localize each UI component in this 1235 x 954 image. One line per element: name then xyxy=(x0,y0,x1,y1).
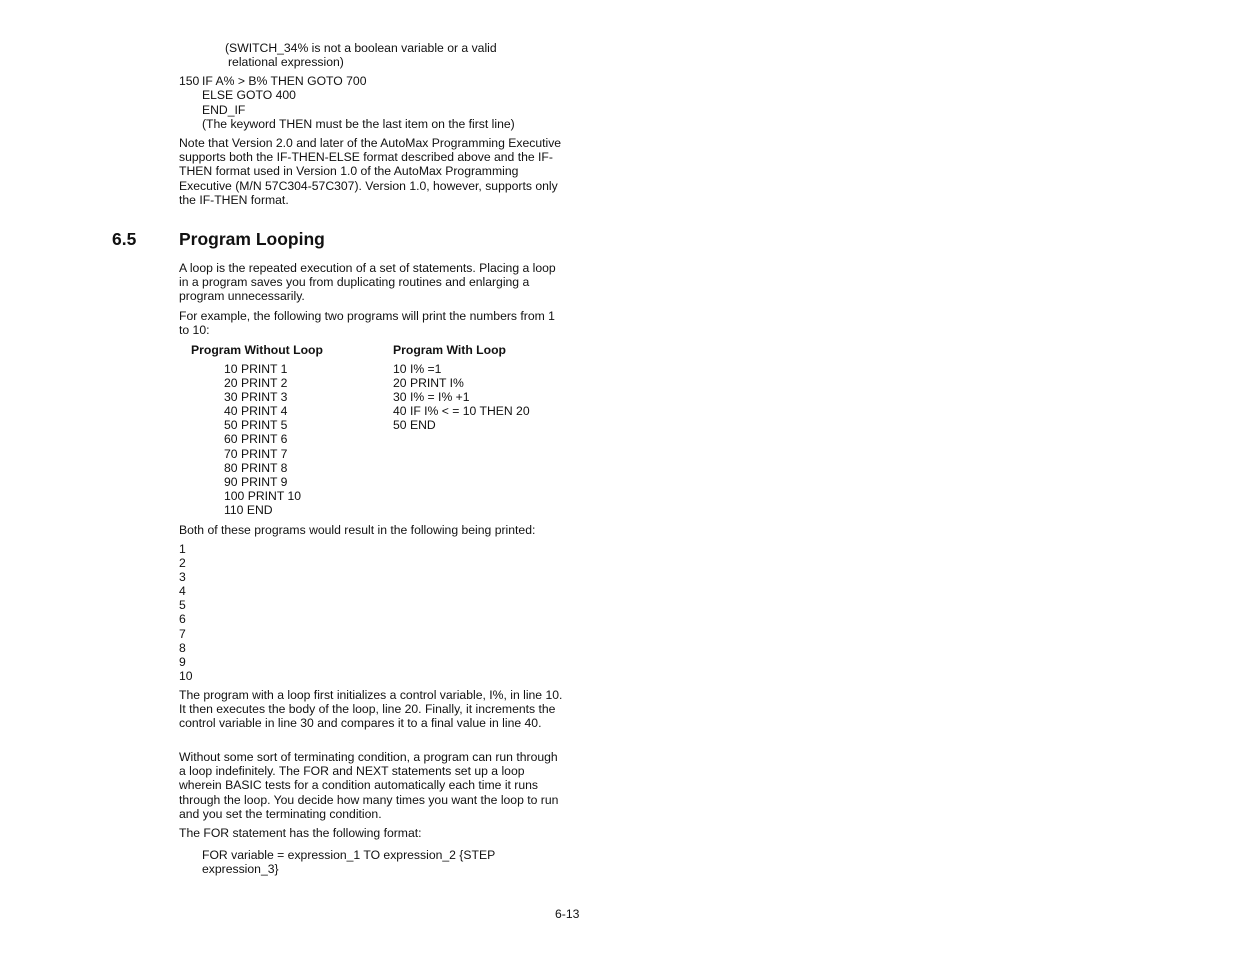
output-number: 2 xyxy=(179,556,186,571)
intro-paragraph: A loop is the repeated execution of a set of statements. Placing a loop in a program saves you from duplicating routines and enlarging a program unnecessarily. xyxy=(179,261,556,304)
code-line: 70 PRINT 7 xyxy=(224,446,288,461)
output-number: 8 xyxy=(179,640,186,655)
code-line: 20 PRINT I% xyxy=(393,376,464,391)
loop-explanation-paragraph: The program with a loop first initializes a control variable, I%, in line 10. It then executes the body of the loop, line 20. Finally, it increments the control variable in line 30 and compares it to a final value in line 40. xyxy=(179,688,563,731)
code-line: 20 PRINT 2 xyxy=(224,376,288,391)
example-intro-paragraph: For example, the following two programs will print the numbers from 1 to 10: xyxy=(179,309,555,338)
code-line: 10 I% =1 xyxy=(393,362,442,376)
section-title: Program Looping xyxy=(179,229,325,249)
output-number: 10 xyxy=(179,668,193,683)
code-line: 80 PRINT 8 xyxy=(224,460,288,475)
output-number: 5 xyxy=(179,598,186,613)
output-number: 7 xyxy=(179,626,186,641)
page-number: 6-13 xyxy=(555,907,580,921)
output-number: 6 xyxy=(179,612,186,627)
switch-note-line-2: relational expression) xyxy=(228,55,344,69)
printed-output-list xyxy=(179,542,193,683)
output-number: 1 xyxy=(179,542,186,556)
code-line-if: IF A% > B% THEN GOTO 700 xyxy=(202,74,367,88)
for-syntax-line-1: FOR variable = expression_1 TO expression_2 {STEP xyxy=(202,848,496,862)
with-loop-header: Program With Loop xyxy=(393,343,506,357)
result-intro: Both of these programs would result in the following being printed: xyxy=(179,523,536,537)
without-loop-header: Program Without Loop xyxy=(191,343,323,357)
program-with-loop-listing xyxy=(393,362,530,432)
code-line: 50 PRINT 5 xyxy=(224,418,288,433)
code-line: 50 END xyxy=(393,418,436,433)
section-number: 6.5 xyxy=(112,229,137,249)
terminating-condition-paragraph: Without some sort of terminating condition, a program can run through a loop indefinitely. The FOR and NEXT statements set up a loop wherein BASIC tests for a condition automatically each time it runs through the loop. You decide how many times you want the loop to run and you set the terminating condition. xyxy=(179,750,559,821)
code-line: 40 PRINT 4 xyxy=(224,404,288,419)
code-line: 30 I% = I% +1 xyxy=(393,390,470,405)
program-without-loop-listing xyxy=(224,362,301,517)
code-line: 40 IF I% < = 10 THEN 20 xyxy=(393,404,530,419)
code-line: 10 PRINT 1 xyxy=(224,362,288,376)
output-number: 9 xyxy=(179,654,186,669)
for-syntax-line-2: expression_3} xyxy=(202,862,279,876)
version-note-paragraph: Note that Version 2.0 and later of the AutoMax Programming Executive supports both the IF-THEN-ELSE format described above and the IF-THEN format used in Version 1.0 of the AutoMax Programming Executive (M/N 57C304-57C307). Version 1.0, however, supports only the IF-THEN format. xyxy=(179,136,562,207)
code-line: 100 PRINT 10 xyxy=(224,488,302,503)
line-number-150: 150 xyxy=(179,74,200,88)
code-note-then: (The keyword THEN must be the last item on the first line) xyxy=(202,117,515,131)
code-line: 90 PRINT 9 xyxy=(224,474,288,489)
code-line: 30 PRINT 3 xyxy=(224,390,288,405)
code-line-endif: END_IF xyxy=(202,103,246,117)
code-line: 110 END xyxy=(224,502,273,517)
for-format-intro: The FOR statement has the following format: xyxy=(179,826,422,840)
switch-note-line-1: (SWITCH_34% is not a boolean variable or a valid xyxy=(225,41,497,55)
output-number: 3 xyxy=(179,570,186,585)
code-line: 60 PRINT 6 xyxy=(224,432,288,447)
code-line-else: ELSE GOTO 400 xyxy=(202,88,296,102)
output-number: 4 xyxy=(179,584,186,599)
